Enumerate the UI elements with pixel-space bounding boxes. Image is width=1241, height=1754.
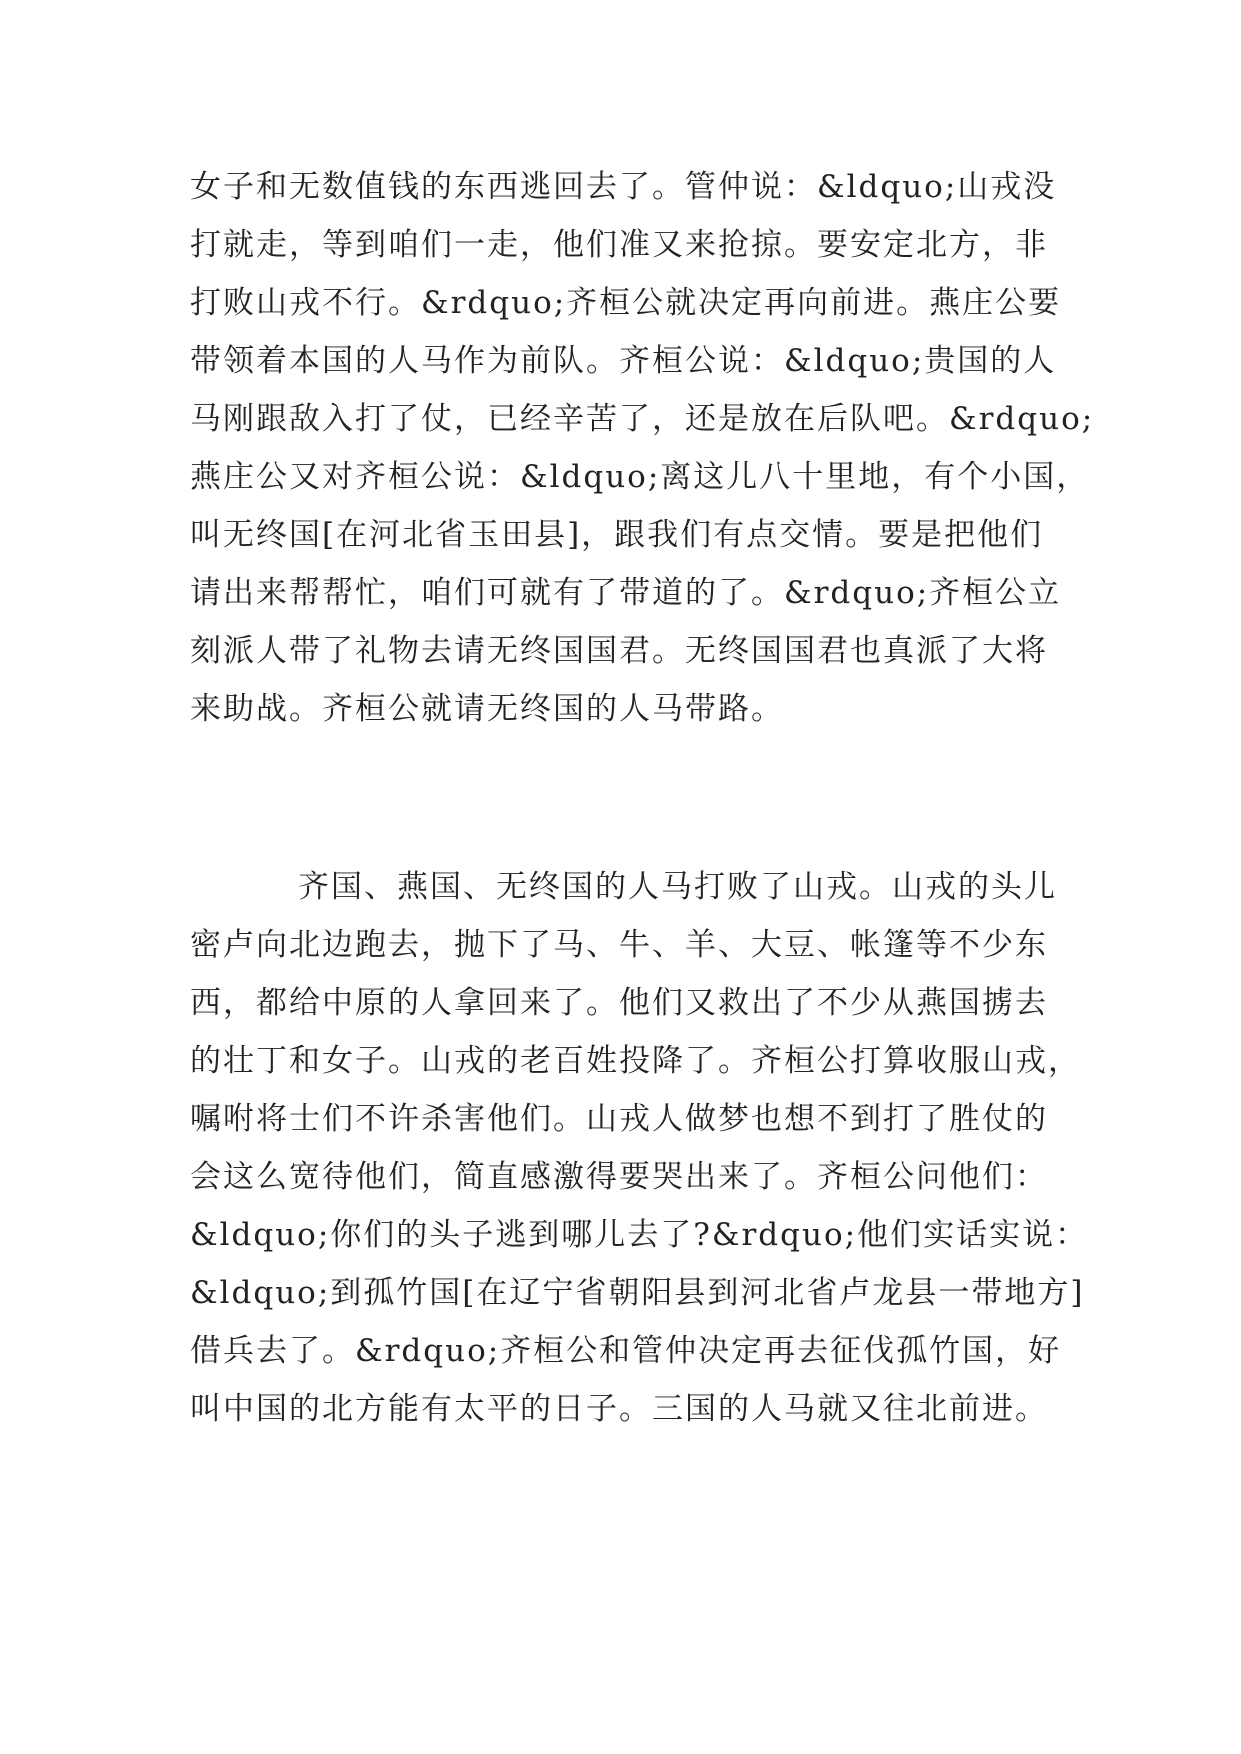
text-line: 来助战。齐桓公就请无终国的人马带路。	[190, 691, 784, 727]
text-line: &ldquo;到孤竹国[在辽宁省朝阳县到河北省卢龙县一带地方]	[190, 1275, 1085, 1311]
text-line: 带领着本国的人马作为前队。齐桓公说：&ldquo;贵国的人	[190, 343, 1057, 379]
text-line: 的壮丁和女子。山戎的老百姓投降了。齐桓公打算收服山戎，	[190, 1043, 1081, 1079]
text-line: 叫无终国[在河北省玉田县]，跟我们有点交情。要是把他们	[190, 517, 1044, 553]
text-line: 密卢向北边跑去，抛下了马、牛、羊、大豆、帐篷等不少东	[190, 927, 1048, 963]
text-line: 请出来帮帮忙，咱们可就有了带道的了。&rdquo;齐桓公立	[190, 575, 1062, 611]
text-line: 嘱咐将士们不许杀害他们。山戎人做梦也想不到打了胜仗的	[190, 1101, 1048, 1137]
text-line: 会这么宽待他们，简直感激得要哭出来了。齐桓公问他们：	[190, 1159, 1048, 1195]
paragraph-1	[190, 158, 1095, 738]
text-line-indented: 齐国、燕国、无终国的人马打败了山戎。山戎的头儿	[298, 869, 1057, 905]
text-line: 借兵去了。&rdquo;齐桓公和管仲决定再去征伐孤竹国，好	[190, 1333, 1062, 1369]
text-line: 西，都给中原的人拿回来了。他们又救出了不少从燕国掳去	[190, 985, 1048, 1021]
text-line: 刻派人带了礼物去请无终国国君。无终国国君也真派了大将	[190, 633, 1048, 669]
paragraph-2	[190, 858, 1089, 1438]
text-line: 打败山戎不行。&rdquo;齐桓公就决定再向前进。燕庄公要	[190, 285, 1062, 321]
text-line: 叫中国的北方能有太平的日子。三国的人马就又往北前进。	[190, 1391, 1048, 1427]
text-line: 马刚跟敌入打了仗，已经辛苦了，还是放在后队吧。&rdquo;	[190, 401, 1095, 437]
text-line: &ldquo;你们的头子逃到哪儿去了?&rdquo;他们实话实说：	[190, 1217, 1089, 1253]
text-line: 燕庄公又对齐桓公说：&ldquo;离这儿八十里地，有个小国，	[190, 459, 1090, 495]
text-line: 打就走，等到咱们一走，他们准又来抢掠。要安定北方，非	[190, 227, 1048, 263]
text-line: 女子和无数值钱的东西逃回去了。管仲说：&ldquo;山戎没	[190, 169, 1057, 205]
